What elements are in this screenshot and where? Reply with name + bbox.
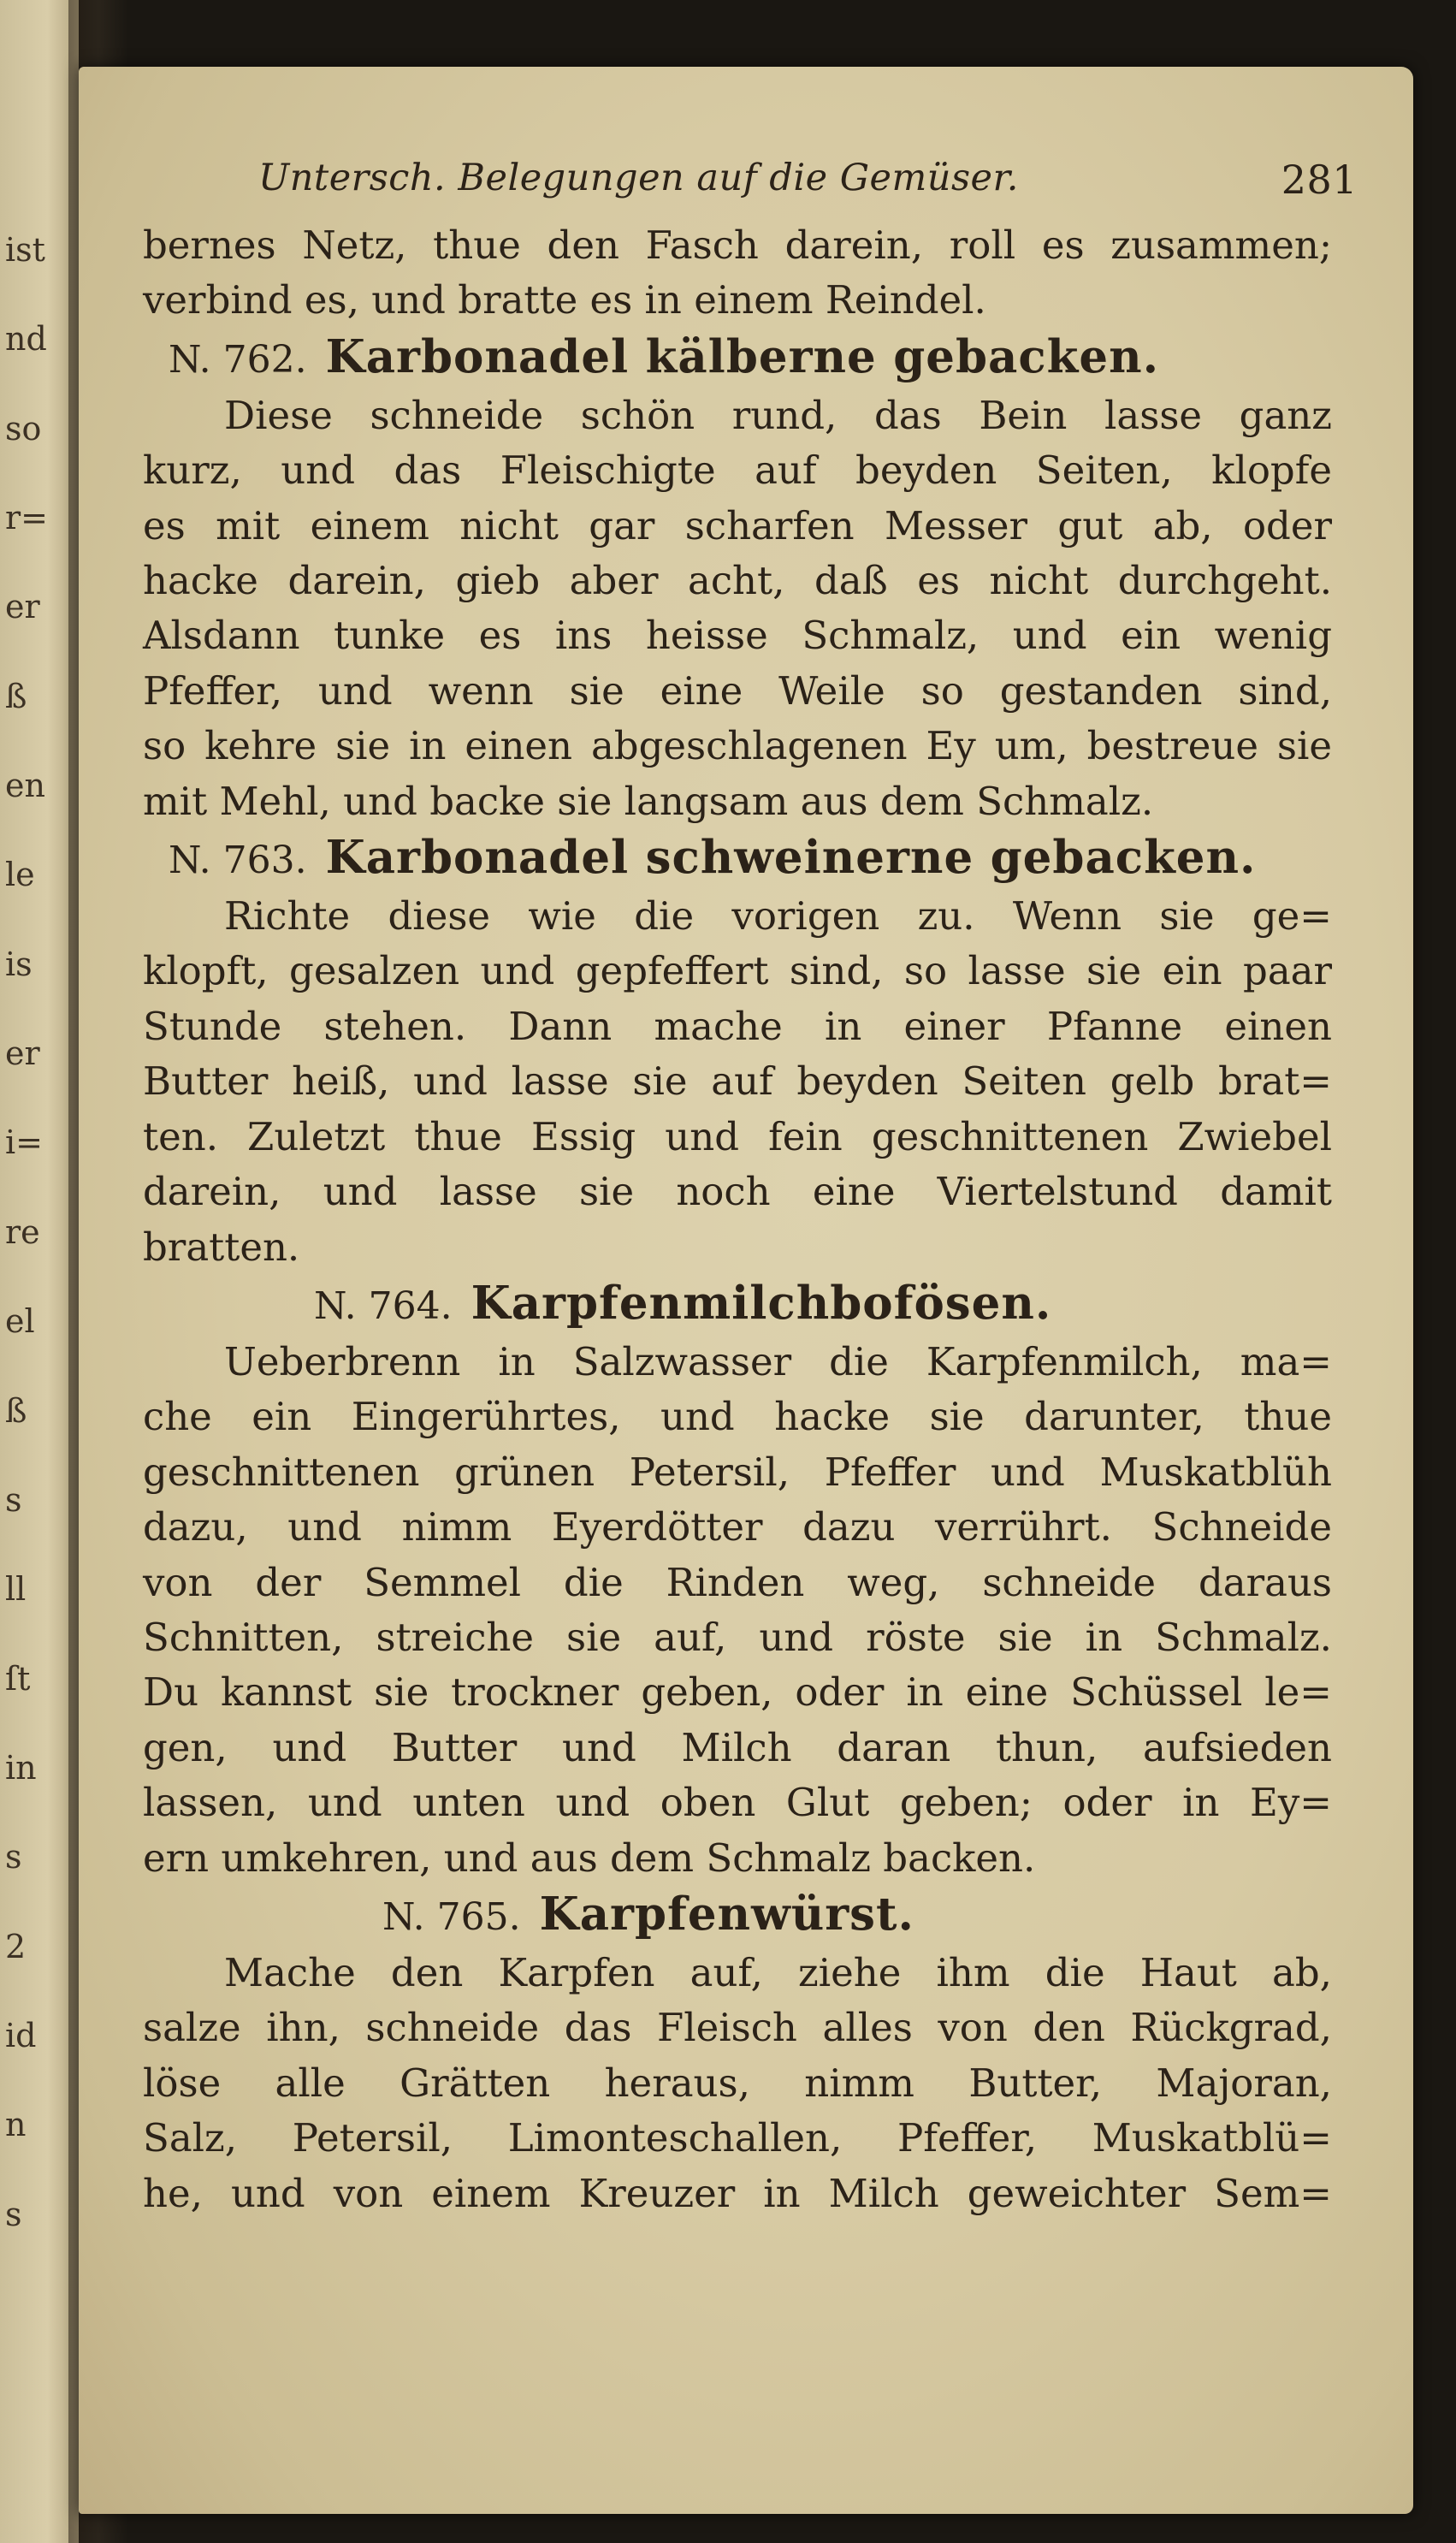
text-line: klopft, gesalzen und gepfeffert sind, so lasse sie ein paar (143, 948, 1332, 994)
text-line: Richte diese wie die vorigen zu. Wenn sie ge= (224, 893, 1332, 940)
page-content (143, 157, 1358, 2221)
recipe-number: N. 762. (169, 337, 307, 382)
recipe-heading (143, 329, 1332, 388)
text-line: dazu, und nimm Eyerdötter dazu verrührt. Schneide (143, 1504, 1332, 1550)
facing-page-fragment: er (5, 588, 40, 625)
text-line: es mit einem nicht gar scharfen Messer gut ab, oder (143, 502, 1332, 548)
facing-page-fragment: r= (5, 499, 49, 536)
text-line: he, und von einem Kreuzer in Milch geweichter Sem= (143, 2170, 1332, 2216)
facing-page-fragment: so (5, 410, 42, 448)
text-line: verbind es, und bratte es in einem Reindel. (143, 277, 986, 323)
facing-page-text-fragments (0, 231, 79, 2327)
recipe-heading (143, 829, 1332, 889)
text-line: gen, und Butter und Milch daran thun, aufsieden (143, 1724, 1332, 1770)
recipe-number: N. 765. (382, 1894, 521, 1939)
running-head-title: Untersch. Belegungen auf die Gemüser. (258, 157, 1019, 199)
facing-page-fragment: id (5, 2017, 37, 2054)
text-line: Salz, Petersil, Limonteschallen, Pfeffer, Muskatblü= (143, 2115, 1332, 2161)
text-line: hacke darein, gieb aber acht, daß es nicht durchgeht. (143, 558, 1332, 604)
recipe-number: N. 764. (314, 1283, 453, 1328)
recipe-heading (143, 1275, 1332, 1335)
facing-page-fragment: s (5, 1481, 22, 1519)
facing-page-fragment: el (5, 1302, 35, 1340)
facing-page-fragment: le (5, 856, 35, 893)
text-line: kurz, und das Fleischigte auf beyden Seiten, klopfe (143, 448, 1332, 494)
facing-page-fragment: n (5, 2106, 27, 2143)
facing-page-fragment: in (5, 1749, 37, 1787)
recipe-title: Karpfenmilchbofösen. (471, 1276, 1052, 1330)
text-line: Alsdann tunke es ins heisse Schmalz, und ein wenig (143, 613, 1332, 659)
recipe-title: Karpfenwürst. (539, 1887, 914, 1941)
recipe-title: Karbonadel schweinerne gebacken. (325, 831, 1257, 885)
facing-page-fragment: er (5, 1034, 40, 1072)
facing-page-fragment: nd (5, 320, 47, 358)
facing-page-fragment: 2 (5, 1928, 27, 1965)
recipe-title: Karbonadel kälberne gebacken. (325, 329, 1160, 383)
recipe-number: N. 763. (169, 839, 307, 883)
facing-page-fragment: s (5, 1838, 22, 1876)
facing-page-fragment: s (5, 2196, 22, 2233)
text-line: geschnittenen grünen Petersil, Pfeffer und Muskatblüh (143, 1449, 1332, 1495)
text-line: bratten. (143, 1224, 300, 1270)
text-line: salze ihn, schneide das Fleisch alles von den Rückgrad, (143, 2005, 1332, 2051)
facing-page-fragment: ß (5, 1392, 27, 1430)
text-line: Stunde stehen. Dann mache in einer Pfanne einen (143, 1003, 1332, 1049)
text-line: Pfeffer, und wenn sie eine Weile so gestanden sind, (143, 667, 1332, 714)
facing-page-fragment: i= (5, 1123, 43, 1161)
text-line: so kehre sie in einen abgeschlagenen Ey um, bestreue sie (143, 723, 1332, 769)
facing-page-fragment: is (5, 945, 33, 983)
text-line: Du kannst sie trockner geben, oder in eine Schüssel le= (143, 1669, 1332, 1716)
facing-page-fragment: en (5, 767, 45, 804)
facing-page-fragment: ist (5, 231, 45, 269)
facing-page-fragment: ll (5, 1570, 27, 1608)
text-line: Mache den Karpfen auf, ziehe ihm die Haut ab, (224, 1949, 1332, 1995)
text-line: Schnitten, streiche sie auf, und röste sie in Schmalz. (143, 1614, 1332, 1660)
text-line: löse alle Grätten heraus, nimm Butter, Majoran, (143, 2060, 1332, 2106)
facing-page-fragment: re (5, 1213, 40, 1251)
book-page (79, 67, 1413, 2514)
text-line: lassen, und unten und oben Glut geben; oder in Ey= (143, 1780, 1332, 1826)
text-line: von der Semmel die Rinden weg, schneide daraus (143, 1559, 1332, 1605)
text-line: darein, und lasse sie noch eine Viertelstund damit (143, 1169, 1332, 1215)
text-line: Butter heiß, und lasse sie auf beyden Seiten gelb brat= (143, 1058, 1332, 1105)
text-line: bernes Netz, thue den Fasch darein, roll es zusammen; (143, 222, 1332, 268)
text-line: Diese schneide schön rund, das Bein lasse ganz (224, 392, 1332, 438)
text-line: mit Mehl, und backe sie langsam aus dem Schmalz. (143, 778, 1154, 824)
facing-page-fragment: ſt (5, 1660, 31, 1698)
page-number: 281 (1281, 157, 1358, 203)
text-line: che ein Eingerührtes, und hacke sie darunter, thue (143, 1394, 1332, 1440)
text-line: ern umkehren, und aus dem Schmalz backen. (143, 1835, 1036, 1881)
facing-page-fragment: ß (5, 678, 27, 715)
running-head (143, 157, 1358, 218)
text-line: ten. Zuletzt thue Essig und fein geschnittenen Zwiebel (143, 1113, 1332, 1159)
text-line: Ueberbrenn in Salzwasser die Karpfenmilch, ma= (224, 1338, 1332, 1384)
recipe-heading (143, 1886, 1332, 1946)
